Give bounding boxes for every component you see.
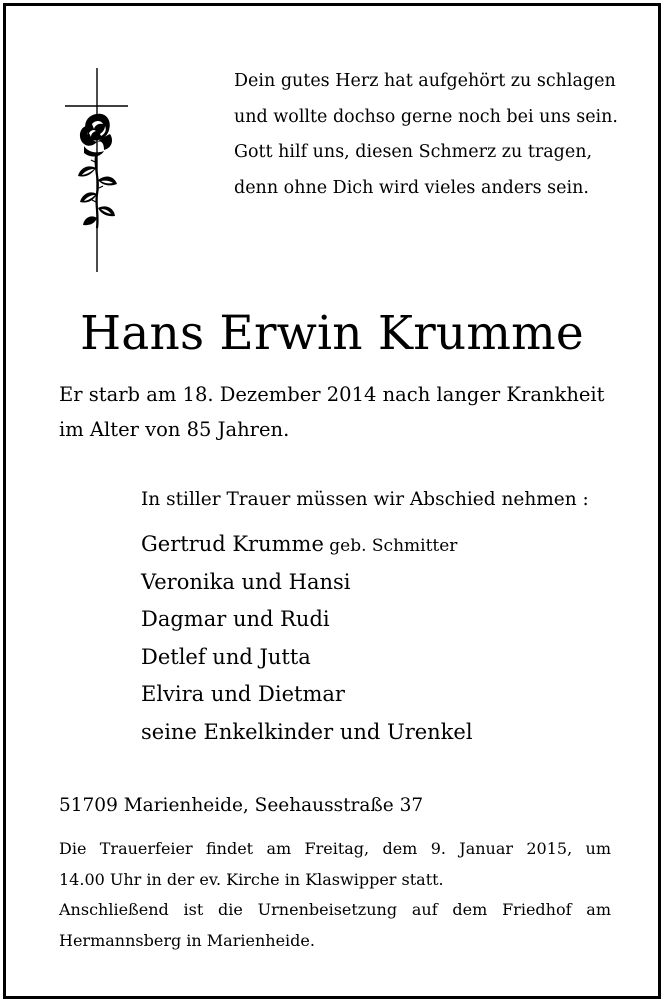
death-statement — [59, 377, 619, 447]
deceased-name: Hans Erwin Krumme — [80, 306, 584, 361]
family-item: Dagmar und Rudi — [141, 607, 330, 631]
family-list — [141, 526, 473, 751]
poem — [234, 64, 634, 206]
poem-line: denn ohne Dich wird vieles anders sein. — [234, 177, 589, 198]
death-line: im Alter von 85 Jahren. — [59, 418, 290, 441]
funeral-line: Hermannsberg in Marienheide. — [59, 930, 315, 950]
family-item: Detlef und Jutta — [141, 644, 311, 669]
poem-line: Dein gutes Herz hat aufgehört zu schlagen — [234, 71, 616, 91]
notice-frame — [3, 3, 661, 999]
cross-with-rose-icon — [64, 68, 130, 272]
funeral-line: Die Trauerfeier findet am Freitag, dem 9. Januar 2015, um — [59, 839, 611, 858]
funeral-line: 14.00 Uhr in der ev. Kirche in Klaswipper statt. — [59, 869, 444, 889]
poem-line: und wollte dochso gerne noch bei uns sein. — [234, 106, 618, 127]
mourning-intro: In stiller Trauer müssen wir Abschied nehmen : — [141, 489, 589, 510]
death-line: Er starb am 18. Dezember 2014 nach langer Krankheit — [59, 383, 605, 406]
maiden-name-note: geb. Schmitter — [323, 536, 458, 556]
poem-line: Gott hilf uns, diesen Schmerz zu tragen, — [234, 142, 593, 162]
family-item: Veronika und Hansi — [141, 569, 351, 594]
address: 51709 Marienheide, Seehausstraße 37 — [59, 795, 424, 816]
family-item: Elvira und Dietmar — [141, 682, 345, 706]
family-member-name: Gertrud Krumme — [141, 532, 324, 556]
family-item: seine Enkelkinder und Urenkel — [141, 719, 473, 744]
family-item — [141, 526, 473, 564]
funeral-line: Anschließend ist die Urnenbeisetzung auf dem Friedhof am — [59, 900, 611, 919]
funeral-details — [59, 834, 611, 956]
